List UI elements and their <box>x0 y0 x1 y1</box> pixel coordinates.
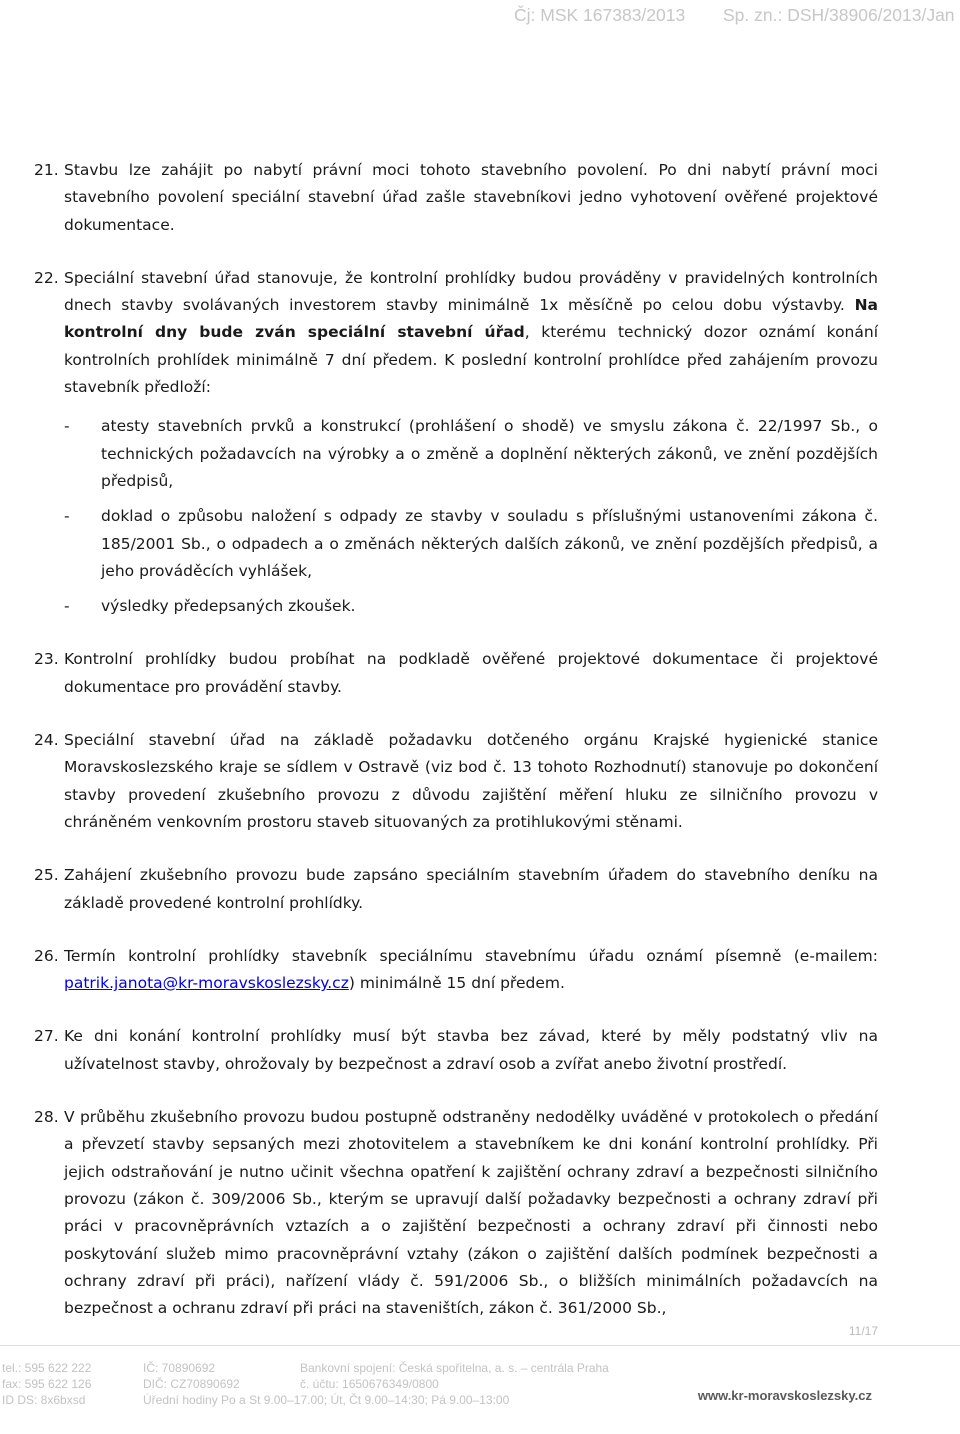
clause-number: 22. <box>34 268 59 287</box>
clause-number: 24. <box>34 731 59 750</box>
file-number: Sp. zn.: DSH/38906/2013/Jan <box>723 5 955 25</box>
clause-number: 25. <box>34 866 59 885</box>
clause-text-part: Termín kontrolní prohlídky stavebník speciálnímu stavebnímu úřadu oznámí písemně (e-mailem: <box>64 946 878 965</box>
document-body <box>34 157 878 1348</box>
clause-text-part: , kterému technický dozor oznámí konání kontrolních prohlídek minimálně 7 dní předem. K poslední kontrolní prohlídce před zahájením provozu stavebník předloží: <box>64 323 879 397</box>
clause-text-part: Speciální stavební úřad stanovuje, že kontrolní prohlídky budou prováděny v pravidelných kontrolních dnech stavby svolávaných investorem stavby minimálně 1x měsíčně po celou dobu výstavby. <box>64 268 878 315</box>
footer-divider <box>0 1345 960 1346</box>
clause-text <box>64 943 878 998</box>
footer-website: www.kr-moravskoslezsky.cz <box>697 1388 872 1403</box>
footer-account: č. účtu: 1650676349/0800 <box>300 1377 439 1391</box>
list-item: - atesty stavebních prvků a konstrukcí (prohlášení o shodě) ve smyslu zákona č. 22/1997 Sb., o technických požadavcích na výrobky a o změně a doplnění některých zákonů, ve znění pozdějších předpisů, <box>64 417 878 490</box>
footer-dic: DIČ: CZ70890692 <box>143 1377 240 1391</box>
clause-number: 27. <box>34 1027 59 1046</box>
case-number: Čj: MSK 167383/2013 <box>514 5 686 25</box>
clause-text: Ke dni konání kontrolní prohlídky musí být stavba bez závad, které by měly podstatný vliv na užívatelnost stavby, ohrožovaly by bezpečnost a zdraví osob a zvířat anebo životní prostředí. <box>64 1027 878 1073</box>
clause-28 <box>34 1104 878 1322</box>
footer-ico: IČ: 70890692 <box>143 1361 216 1375</box>
clause-text: V průběhu zkušebního provozu budou postupně odstraněny nedodělky uváděné v protokolech o předání a převzetí stavby sepsaných mezi zhotovitelem a stavebníkem ke dni konání kontrolní prohlídky. Při jejich odstraňování je nutno učinit všechna opatření k zajištění ochrany zdraví a bezpečnosti silničního provozu (zákon č. 309/2006 Sb., kterým se upravují další požadavky bezpečnosti a ochrany zdraví při práci v pracovněprávních vztazích a o zajištění bezpečnosti a ochrany zdraví při činnosti nebo poskytování služeb mimo pracovněprávní vztahy (zákon o zajištění dalších podmínek bezpečnosti a ochrany zdraví při práci), nařízení vlády č. 591/2006 Sb., o bližších minimálních požadavcích na bezpečnost a ochranu zdraví při práci na staveništích, zákon č. 361/2000 Sb., <box>64 1108 878 1318</box>
footer-bank <box>300 1360 609 1392</box>
clause-number: 26. <box>34 946 59 965</box>
footer-bank-name: Bankovní spojení: Česká spořitelna, a. s. – centrála Praha <box>300 1361 609 1375</box>
page-header <box>0 3 960 27</box>
list-item-text: výsledky předepsaných zkoušek. <box>101 597 356 616</box>
footer-fax: fax: 595 622 126 <box>2 1377 92 1391</box>
email-link[interactable]: patrik.janota@kr-moravskoslezsky.cz <box>64 974 349 993</box>
clause-22 <box>34 265 878 621</box>
clause-27 <box>34 1023 878 1078</box>
clause-25 <box>34 862 878 917</box>
clause-number: 21. <box>34 161 59 179</box>
list-item: - výsledky předepsaných zkoušek. <box>64 597 356 616</box>
clause-23 <box>34 646 878 701</box>
clause-number: 23. <box>34 650 59 669</box>
footer-office-hours: Úřední hodiny Po a St 9.00–17.00; Út, Čt 9.00–14:30; Pá 9.00–13:00 <box>143 1393 510 1407</box>
clause-text: Stavbu lze zahájit po nabytí právní moci tohoto stavebního povolení. Po dni nabytí právní moci stavebního povolení speciální stavební úřad zašle stavebníkovi jedno vyhotovení ověřené projektové dokumentace. <box>64 161 878 234</box>
footer-data-box: ID DS: 8x6bxsd <box>2 1393 86 1407</box>
clause-21 <box>34 157 878 239</box>
clause-bold-text: Na kontrolní dny bude zván speciální stavební úřad <box>64 296 878 342</box>
clause-text: Speciální stavební úřad na základě požadavku dotčeného orgánu Krajské hygienické stanice Moravskoslezského kraje se sídlem v Ostravě (viz bod č. 13 tohoto Rozhodnutí) stanovuje po dokončení stavby provedení zkušebního provozu z důvodu zajištění měření hluku ze silničního provozu v chráněném venkovním prostoru staveb situovaných za protihlukovými stěnami. <box>64 731 878 831</box>
clause-text: Zahájení zkušebního provozu bude zapsáno speciálním stavebním úřadem do stavebního deníku na základě provedené kontrolní prohlídky. <box>64 866 878 912</box>
clause-26 <box>34 943 878 998</box>
list-item: - doklad o způsobu naložení s odpady ze stavby v souladu s příslušnými ustanoveními zákona č. 185/2001 Sb., o odpadech a o změnách některých dalších zákonů, ve znění pozdějších předpisů, a jeho prováděcích vyhlášek, <box>64 507 878 580</box>
clause-24 <box>34 727 878 836</box>
list-item-text: atesty stavebních prvků a konstrukcí (prohlášení o shodě) ve smyslu zákona č. 22/1997 Sb., o technických požadavcích na výrobky a o změně a doplnění některých zákonů, ve znění pozdějších předpisů, <box>101 417 878 490</box>
clause-text-part: ) minimálně 15 dní předem. <box>348 974 565 993</box>
clause-text <box>64 265 878 401</box>
page-number: 11/17 <box>848 1324 878 1338</box>
clause-text: Kontrolní prohlídky budou probíhat na podkladě ověřené projektové dokumentace či projektové dokumentace pro provádění stavby. <box>64 650 878 696</box>
clause-number: 28. <box>34 1108 59 1127</box>
footer-contact <box>2 1360 91 1408</box>
requirements-list <box>64 413 878 620</box>
footer-phone: tel.: 595 622 222 <box>2 1361 92 1375</box>
list-item-text: doklad o způsobu naložení s odpady ze stavby v souladu s příslušnými ustanoveními zákona č. 185/2001 Sb., o odpadech a o změnách některých dalších zákonů, ve znění pozdějších předpisů, a jeho prováděcích vyhlášek, <box>101 507 878 580</box>
